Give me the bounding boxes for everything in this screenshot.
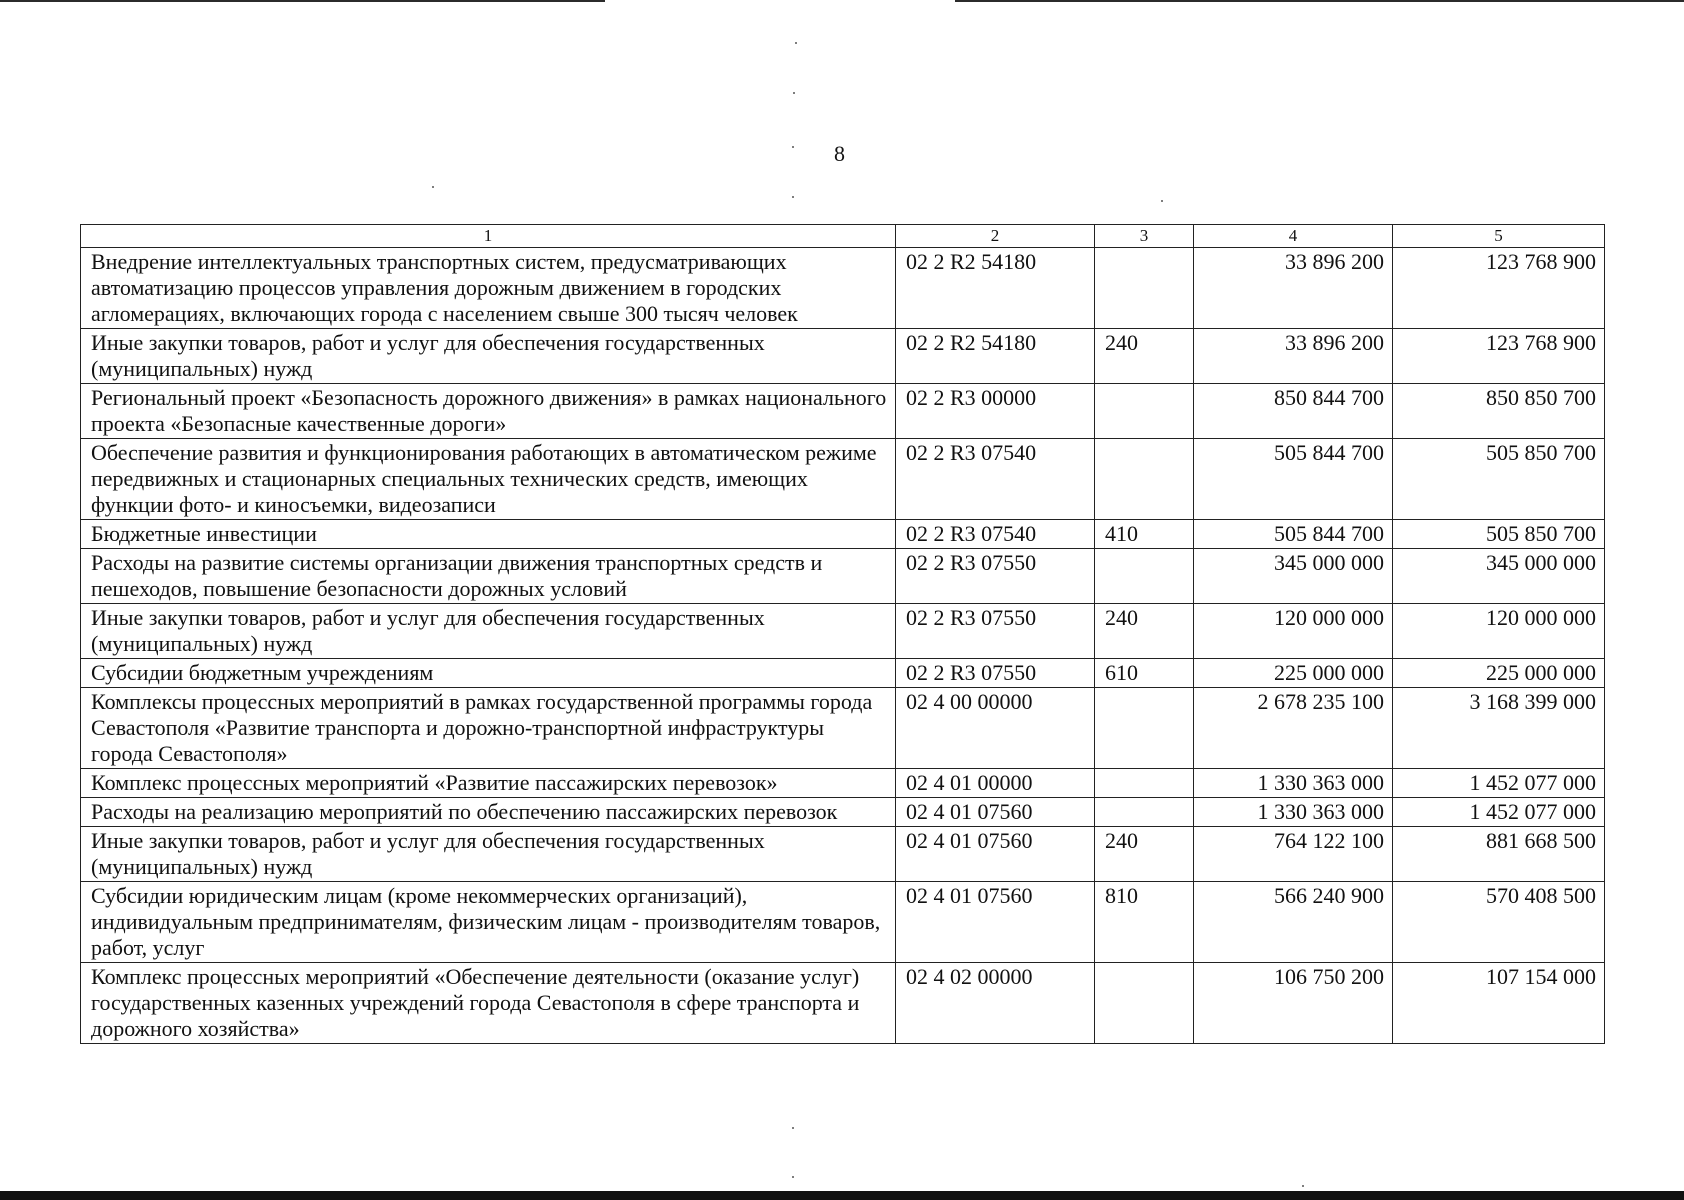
scan-speck: [795, 42, 797, 44]
column-header-4: 4: [1194, 225, 1393, 248]
row-code: 02 2 R2 54180: [896, 248, 1095, 329]
row-sum-1: 120 000 000: [1194, 604, 1393, 659]
row-code: 02 2 R3 07550: [896, 659, 1095, 688]
table-row: [81, 520, 1605, 549]
row-expense-type: 240: [1095, 827, 1194, 882]
row-expense-type: [1095, 384, 1194, 439]
row-name: Внедрение интеллектуальных транспортных систем, предусматривающих автоматизацию процессов управления дорожным движением в городских агломерациях, включающих города с населением свыше 300 тысяч человек: [81, 248, 896, 329]
table-header-row: [81, 225, 1605, 248]
row-name: Комплекс процессных мероприятий «Развитие пассажирских перевозок»: [81, 769, 896, 798]
row-code: 02 4 01 07560: [896, 827, 1095, 882]
scan-speck: [432, 186, 434, 188]
row-sum-1: 33 896 200: [1194, 329, 1393, 384]
row-name: Обеспечение развития и функционирования работающих в автоматическом режиме передвижных и стационарных специальных технических средств, имеющих функции фото- и киносъемки, видеозаписи: [81, 439, 896, 520]
row-name: Иные закупки товаров, работ и услуг для обеспечения государственных (муниципальных) нужд: [81, 329, 896, 384]
row-sum-1: 566 240 900: [1194, 882, 1393, 963]
row-sum-2: 570 408 500: [1393, 882, 1605, 963]
row-name: Иные закупки товаров, работ и услуг для обеспечения государственных (муниципальных) нужд: [81, 827, 896, 882]
row-expense-type: 410: [1095, 520, 1194, 549]
row-expense-type: 240: [1095, 329, 1194, 384]
table-row: [81, 384, 1605, 439]
row-sum-1: 106 750 200: [1194, 963, 1393, 1044]
row-expense-type: [1095, 963, 1194, 1044]
row-sum-1: 33 896 200: [1194, 248, 1393, 329]
row-code: 02 4 01 07560: [896, 882, 1095, 963]
row-code: 02 2 R3 07540: [896, 439, 1095, 520]
row-code: 02 2 R3 07550: [896, 549, 1095, 604]
table-row: [81, 439, 1605, 520]
table-row: [81, 688, 1605, 769]
column-header-5: 5: [1393, 225, 1605, 248]
row-name: Бюджетные инвестиции: [81, 520, 896, 549]
column-header-2: 2: [896, 225, 1095, 248]
row-name: Расходы на реализацию мероприятий по обеспечению пассажирских перевозок: [81, 798, 896, 827]
row-expense-type: [1095, 248, 1194, 329]
row-sum-2: 1 452 077 000: [1393, 769, 1605, 798]
row-sum-2: 505 850 700: [1393, 439, 1605, 520]
table-row: [81, 827, 1605, 882]
row-sum-2: 345 000 000: [1393, 549, 1605, 604]
row-sum-2: 505 850 700: [1393, 520, 1605, 549]
row-expense-type: [1095, 439, 1194, 520]
table-row: [81, 769, 1605, 798]
table-row: [81, 963, 1605, 1044]
row-sum-1: 225 000 000: [1194, 659, 1393, 688]
row-code: 02 4 01 00000: [896, 769, 1095, 798]
row-expense-type: [1095, 798, 1194, 827]
scan-speck: [792, 1127, 794, 1129]
row-name: Комплексы процессных мероприятий в рамках государственной программы города Севастополя «Развитие транспорта и дорожно-транспортной инфраструктуры города Севастополя»: [81, 688, 896, 769]
table-row: [81, 798, 1605, 827]
scan-speck: [792, 1176, 794, 1178]
row-sum-2: 123 768 900: [1393, 329, 1605, 384]
row-sum-2: 123 768 900: [1393, 248, 1605, 329]
row-sum-1: 764 122 100: [1194, 827, 1393, 882]
table-row: [81, 248, 1605, 329]
row-sum-1: 505 844 700: [1194, 439, 1393, 520]
row-expense-type: 240: [1095, 604, 1194, 659]
table-row: [81, 604, 1605, 659]
row-name: Субсидии юридическим лицам (кроме некоммерческих организаций), индивидуальным предпринимателям, физическим лицам - производителям товаров, работ, услуг: [81, 882, 896, 963]
table-row: [81, 882, 1605, 963]
column-header-1: 1: [81, 225, 896, 248]
row-code: 02 2 R3 07550: [896, 604, 1095, 659]
row-sum-1: 345 000 000: [1194, 549, 1393, 604]
row-sum-2: 107 154 000: [1393, 963, 1605, 1044]
row-sum-2: 881 668 500: [1393, 827, 1605, 882]
scan-top-edge-right: [955, 0, 1684, 2]
budget-table: [80, 224, 1605, 1044]
row-name: Комплекс процессных мероприятий «Обеспечение деятельности (оказание услуг) государственных казенных учреждений города Севастополя в сфере транспорта и дорожного хозяйства»: [81, 963, 896, 1044]
row-sum-2: 120 000 000: [1393, 604, 1605, 659]
row-name: Иные закупки товаров, работ и услуг для обеспечения государственных (муниципальных) нужд: [81, 604, 896, 659]
row-sum-1: 1 330 363 000: [1194, 798, 1393, 827]
column-header-3: 3: [1095, 225, 1194, 248]
page-number: 8: [834, 141, 845, 166]
row-expense-type: [1095, 549, 1194, 604]
row-sum-1: 1 330 363 000: [1194, 769, 1393, 798]
scan-bottom-edge: [0, 1191, 1684, 1200]
row-code: 02 2 R3 00000: [896, 384, 1095, 439]
row-sum-1: 850 844 700: [1194, 384, 1393, 439]
row-code: 02 4 02 00000: [896, 963, 1095, 1044]
scan-speck: [1161, 200, 1163, 202]
row-sum-2: 225 000 000: [1393, 659, 1605, 688]
row-code: 02 2 R2 54180: [896, 329, 1095, 384]
scan-speck: [793, 92, 795, 94]
scan-top-edge-left: [0, 0, 605, 2]
scan-speck: [792, 146, 794, 148]
table-row: [81, 549, 1605, 604]
row-sum-2: 850 850 700: [1393, 384, 1605, 439]
scan-speck: [792, 196, 794, 198]
row-expense-type: 610: [1095, 659, 1194, 688]
row-sum-1: 2 678 235 100: [1194, 688, 1393, 769]
row-code: 02 4 01 07560: [896, 798, 1095, 827]
row-sum-2: 3 168 399 000: [1393, 688, 1605, 769]
row-expense-type: [1095, 688, 1194, 769]
row-sum-1: 505 844 700: [1194, 520, 1393, 549]
row-code: 02 2 R3 07540: [896, 520, 1095, 549]
row-code: 02 4 00 00000: [896, 688, 1095, 769]
row-expense-type: [1095, 769, 1194, 798]
row-name: Субсидии бюджетным учреждениям: [81, 659, 896, 688]
row-sum-2: 1 452 077 000: [1393, 798, 1605, 827]
row-name: Расходы на развитие системы организации движения транспортных средств и пешеходов, повышение безопасности дорожных условий: [81, 549, 896, 604]
row-name: Региональный проект «Безопасность дорожного движения» в рамках национального проекта «Безопасные качественные дороги»: [81, 384, 896, 439]
table-row: [81, 329, 1605, 384]
scan-speck: [1302, 1185, 1304, 1187]
table-row: [81, 659, 1605, 688]
row-expense-type: 810: [1095, 882, 1194, 963]
